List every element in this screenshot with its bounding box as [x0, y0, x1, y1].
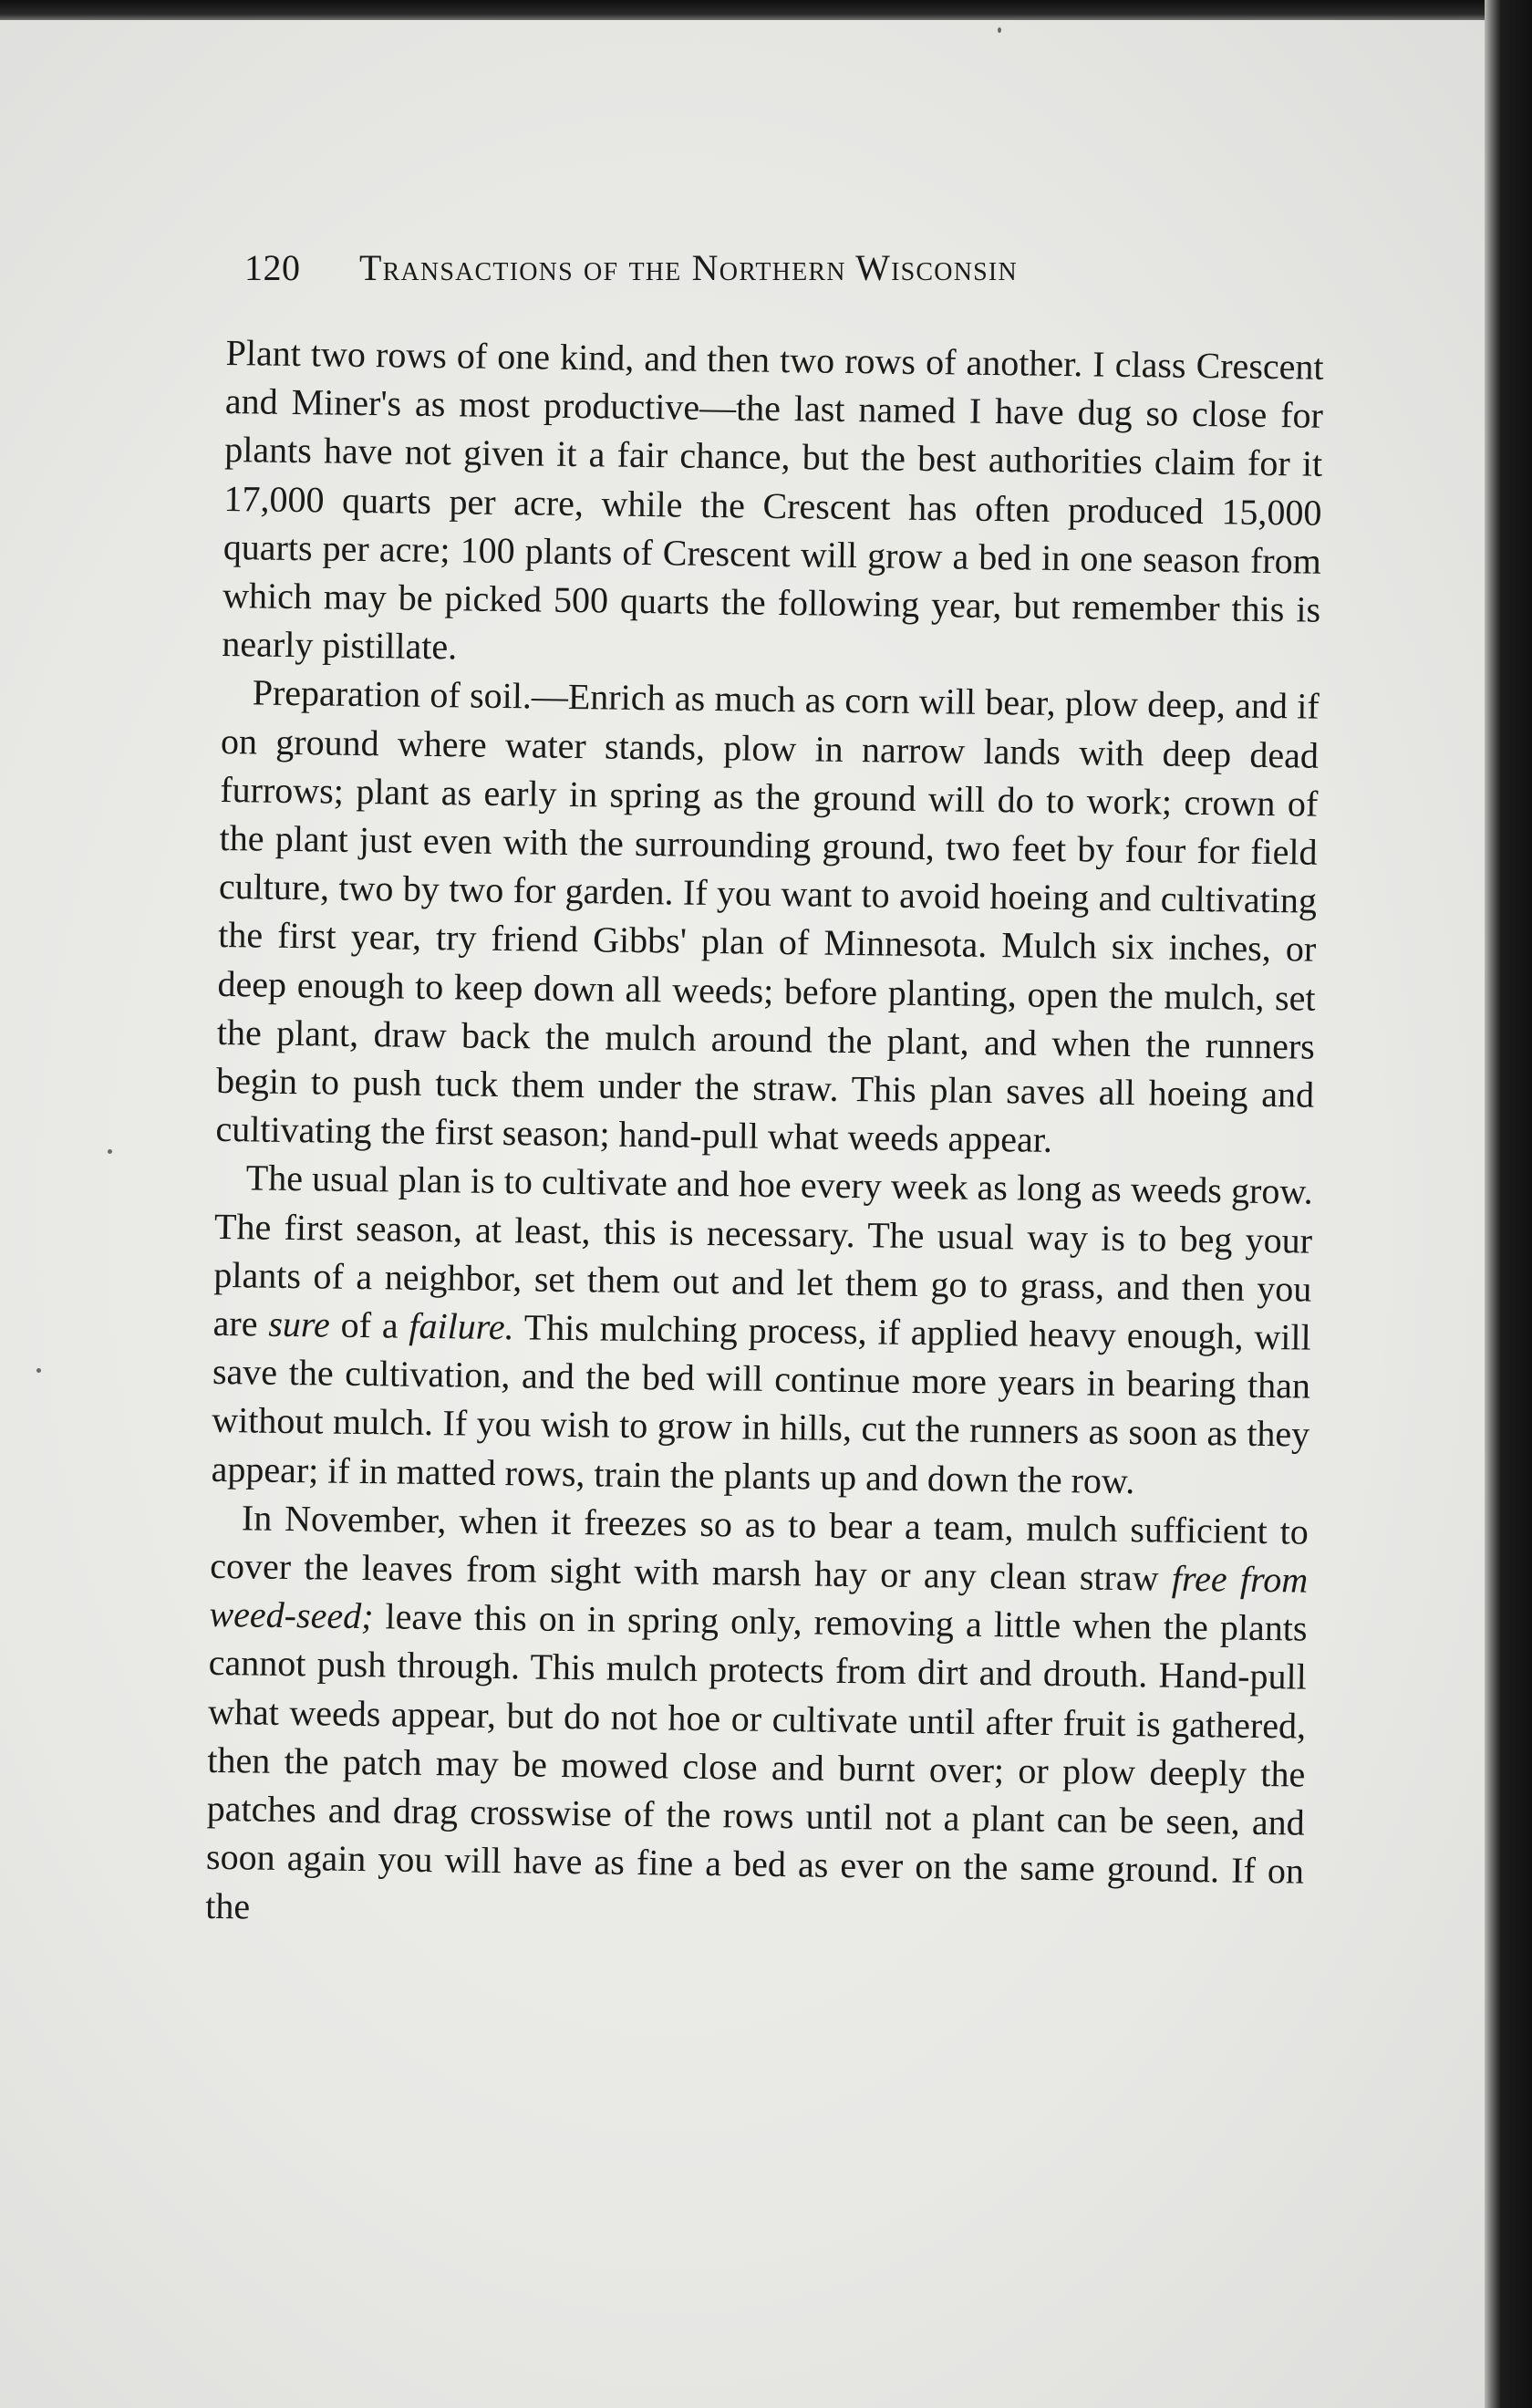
scan-speck [998, 27, 1001, 33]
paragraph-text: leave this on in spring only, removing a little when the plants cannot push through. This mulch protects from dirt and drouth. Hand-pull what weeds appear, but do not hoe or cultivate until after fruit is gathered, then the patch may be mowed close and burnt over; or plow deeply the patches and drag crosswise of the rows until not a plant can be seen, and soon again you will have as fine a bed as ever on the same ground. If on the [205, 1595, 1308, 1926]
paragraph-text: The usual plan is to cultivate and hoe every week as long as weeds grow. The first season, at least, this is necessary. The usual way is to beg your plants of a neighbor, set them out and let them go to grass, and then you are [212, 1157, 1314, 1344]
book-page [0, 20, 1485, 2408]
scan-speck [108, 1149, 112, 1154]
paragraph-2 [215, 668, 1320, 1168]
paragraph-4 [205, 1493, 1309, 1945]
italic-text: free from weed-seed; [209, 1557, 1309, 1637]
paragraph-3 [211, 1153, 1313, 1507]
paragraph-1 [222, 328, 1324, 682]
running-head-title: Transactions of the Northern Wisconsin [359, 247, 1018, 288]
paragraph-text: of a [329, 1303, 409, 1346]
paragraph-text: This mulching process, if applied heavy enough, will save the cultivation, and the bed will continue more years in bearing than without mulch. If you wish to grow in hills, cut the runners as soon as they appear; if in matted rows, train the plants up and down the row. [211, 1306, 1311, 1501]
scan-speck [36, 1368, 41, 1373]
body-text [205, 328, 1324, 1944]
italic-text: sure [268, 1303, 331, 1345]
paragraph-text: In November, when it freezes so as to bear a team, mulch sufficient to cover the leaves from sight with marsh hay or any clean straw [209, 1497, 1309, 1599]
paragraph-text: Plant two rows of one kind, and then two rows of another. I class Crescent and Miner's as most productive—the last named I have dug so close for plants have not given it a fair chance, but the best authorities claim for it 17,000 quarts per acre, while the Crescent has often produced 15,000 quarts per acre; 100 plants of Crescent will grow a bed in one season from which may be picked 500 quarts the following year, but remember this is nearly pistillate. [222, 331, 1324, 668]
paragraph-text: Preparation of soil.—Enrich as much as corn will bear, plow deep, and if on ground where water stands, plow in narrow lands with deep dead furrows; plant as early in spring as the ground will do to work; crown of the plant just even with the surrounding ground, two feet by four for field culture, two by two for garden. If you want to avoid hoeing and cultivating the first year, try friend Gibbs' plan of Minnesota. Mulch six inches, or deep enough to keep down all weeds; before planting, open the mulch, set the plant, draw back the mulch around the plant, and when the runners begin to push tuck them under the straw. This plan saves all hoeing and cultivating the first season; hand-pull what weeds appear. [215, 671, 1320, 1161]
italic-text: failure. [409, 1304, 514, 1348]
scan-top-edge [0, 0, 1532, 20]
running-head [244, 241, 1211, 296]
scan-right-edge [1485, 0, 1532, 2408]
page-number: 120 [244, 247, 301, 288]
